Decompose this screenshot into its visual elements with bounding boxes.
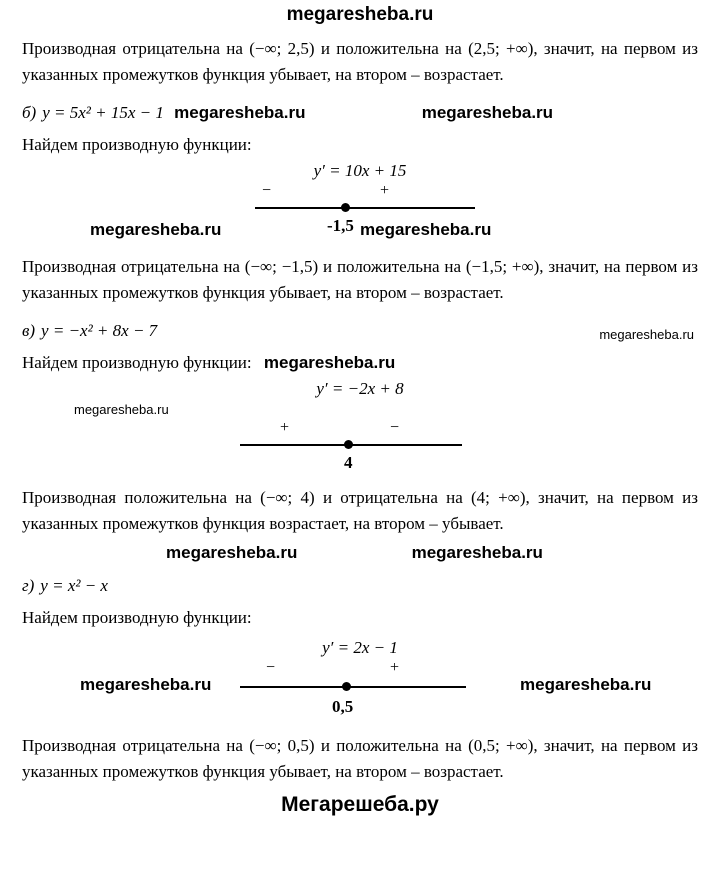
section-label: б) [22,103,37,122]
point-dot [342,682,351,691]
find-derivative-row [22,605,698,631]
derivative-row [22,160,698,182]
point-dot [341,203,350,212]
point-label: 4 [344,453,353,472]
find-derivative-text: Найдем производную функции: [22,353,252,372]
number-line-v [22,419,698,481]
derivative-formula: y′ = −2x + 8 [316,379,404,398]
conclusion-paragraph-g: Производная отрицательна на (−∞; 0,5) и положительна на (0,5; +∞), значит, на первом из указанных промежутков функция убывает, на втором – возрастает. [22,736,698,781]
section-b-header [22,100,698,126]
plus-sign: + [280,419,290,436]
watermark: megaresheba.ru [74,402,169,417]
derivative-formula: y′ = 10x + 15 [313,161,407,180]
watermark: megaresheba.ru [166,543,298,562]
watermark: megaresheba.ru [174,103,306,122]
section-v-header [22,318,698,344]
derivative-row [22,378,698,400]
function-formula: y = x² − x [40,576,108,595]
watermark: megaresheba.ru [520,675,652,694]
find-derivative-text: Найдем производную функции: [22,135,252,154]
watermark-row [22,541,698,565]
point-label: 0,5 [332,697,354,716]
section-label: в) [22,321,36,340]
plus-sign: + [380,182,390,199]
footer-brand: Мегарешеба.ру [281,793,439,816]
axis-line [255,207,475,209]
axis-line [240,686,466,688]
number-line-g [22,659,698,731]
watermark: megaresheba.ru [421,103,554,122]
watermark: megaresheba.ru [360,220,492,239]
section-g-header [22,573,698,599]
function-formula: y = −x² + 8x − 7 [41,321,158,340]
watermark: megaresheba.ru [599,327,694,342]
conclusion-paragraph-a: Производная отрицательна на (−∞; 2,5) и положительна на (2,5; +∞), значит, на первом из указанных промежутков функция убывает, на втором – возрастает. [22,39,698,84]
section-label: г) [22,576,35,595]
minus-sign: − [390,419,400,436]
minus-sign: − [262,182,272,199]
small-watermark-row [22,400,698,419]
watermark: megaresheba.ru [286,4,434,25]
derivative-row [22,637,698,659]
minus-sign: − [266,659,276,676]
watermark: megaresheba.ru [411,543,543,562]
find-derivative-text: Найдем производную функции: [22,608,252,627]
conclusion-paragraph-b: Производная отрицательна на (−∞; −1,5) и положительна на (−1,5; +∞), значит, на первом из указанных промежутков функция убывает, на втором – возрастает. [22,257,698,302]
watermark: megaresheba.ru [263,353,396,372]
find-derivative-row [22,350,698,376]
watermark: megaresheba.ru [90,220,222,239]
plus-sign: + [390,659,400,676]
derivative-formula: y′ = 2x − 1 [322,638,398,657]
conclusion-paragraph-v: Производная положительна на (−∞; 4) и отрицательна на (4; +∞), значит, на первом из указанных промежутков функция возрастает, на втором – убывает. [22,488,698,533]
find-derivative-row [22,132,698,158]
watermark: megaresheba.ru [80,675,212,694]
top-watermark-row [22,4,698,26]
point-dot [344,440,353,449]
function-formula: y = 5x² + 15x − 1 [42,103,164,122]
point-label: -1,5 [327,216,354,235]
number-line-b [22,182,698,252]
